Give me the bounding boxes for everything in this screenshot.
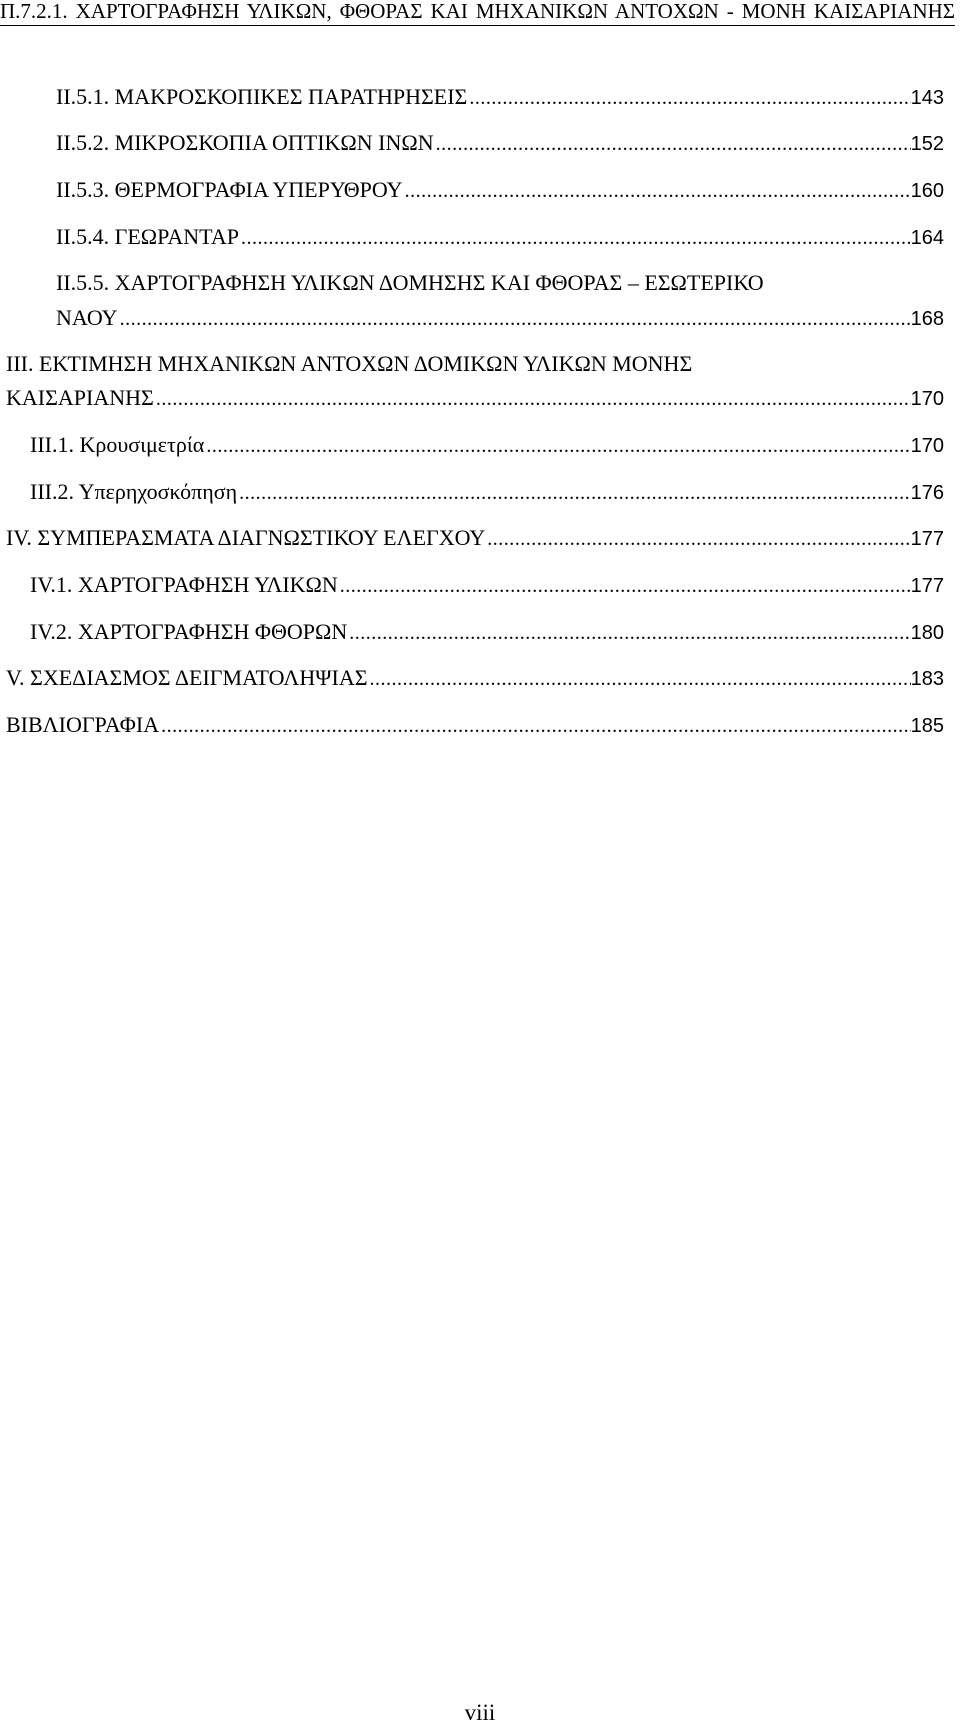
toc-entry[interactable] <box>30 617 944 647</box>
toc-entry-page: 170 <box>910 388 944 410</box>
toc-entry-page: 170 <box>910 435 944 457</box>
toc-entry-page: 183 <box>910 668 944 690</box>
toc-entry-page: 152 <box>910 133 944 155</box>
toc-entry[interactable] <box>56 303 944 333</box>
toc-entry-title: ΙΙ.5.2. ΜΙΚΡΟΣΚΟΠΙΑ ΟΠΤΙΚΩΝ ΙΝΩΝ <box>56 130 434 155</box>
toc-entry-title: ΝΑΟΥ <box>56 305 118 330</box>
toc-entry-page: 177 <box>910 575 944 597</box>
toc-leader-dots <box>467 83 910 113</box>
toc-entry-page: 177 <box>910 528 944 550</box>
toc-entry[interactable] <box>30 430 944 460</box>
toc-entry-title: ΙΙ.5.4. ΓΕΩΡΑΝΤΑΡ <box>56 224 239 249</box>
toc-entry-title: ΙΙ.5.3. ΘΕΡΜΟΓΡΑΦΙΑ ΥΠΕΡΥΘΡΟΥ <box>56 177 403 202</box>
toc-leader-dots <box>338 571 911 601</box>
toc-entry-title: ΒΙΒΛΙΟΓΡΑΦΙΑ <box>6 712 160 737</box>
toc-entry-page: 185 <box>910 715 944 737</box>
toc-entry[interactable] <box>6 663 944 693</box>
toc-entry[interactable] <box>30 477 944 507</box>
toc-entry-page: 168 <box>910 308 944 330</box>
running-header <box>0 0 955 26</box>
toc-entry-first-line[interactable]: ΙΙ.5.5. ΧΑΡΤΟΓΡΑΦΗΣΗ ΥΛΙΚΩΝ ΔΟΜΗΣΗΣ ΚΑΙ ΦΘΟΡΑΣ – ΕΣΩΤΕΡΙΚΟ <box>56 270 764 295</box>
toc-entry[interactable] <box>6 383 944 413</box>
toc-entry-title: V. ΣΧΕΔΙΑΣΜΟΣ ΔΕΙΓΜΑΤΟΛΗΨΙΑΣ <box>6 665 368 690</box>
toc-entry[interactable] <box>56 128 944 158</box>
toc-entry[interactable] <box>56 82 944 112</box>
toc-leader-dots <box>237 478 911 508</box>
toc-leader-dots <box>434 129 911 159</box>
toc-entry-page: 143 <box>910 87 944 109</box>
toc-entry-title: ΙΙ.5.1. ΜΑΚΡΟΣΚΟΠΙΚΕΣ ΠΑΡΑΤΗΡΗΣΕΙΣ <box>56 84 468 109</box>
toc-entry-title: IV.2. ΧΑΡΤΟΓΡΑΦΗΣΗ ΦΘΟΡΩΝ <box>30 619 348 644</box>
running-header-title: Π.7.2.1. ΧΑΡΤΟΓΡΑΦΗΣΗ ΥΛΙΚΩΝ, ΦΘΟΡΑΣ ΚΑΙ ΜΗΧΑΝΙΚΩΝ ΑΝΤΟΧΩΝ - ΜΟΝΗ ΚΑΙΣΑΡΙΑΝΗΣ <box>0 0 955 23</box>
toc-entry[interactable] <box>56 175 944 205</box>
toc-entry[interactable] <box>30 570 944 600</box>
toc-leader-dots <box>347 618 910 648</box>
toc-entry-page: 176 <box>910 482 944 504</box>
toc-leader-dots <box>118 304 911 334</box>
toc-entry-page: 160 <box>910 180 944 202</box>
toc-leader-dots <box>403 176 911 206</box>
toc-entry-title: IV. ΣΥΜΠΕΡΑΣΜΑΤΑ ΔΙΑΓΝΩΣΤΙΚΟΥ ΕΛΕΓΧΟΥ <box>6 525 486 550</box>
toc-entry-title: IV.1. ΧΑΡΤΟΓΡΑΦΗΣΗ ΥΛΙΚΩΝ <box>30 572 338 597</box>
toc-entry-first-line[interactable]: ΙΙΙ. ΕΚΤΙΜΗΣΗ ΜΗΧΑΝΙΚΩΝ ΑΝΤΟΧΩΝ ΔΟΜΙΚΩΝ ΥΛΙΚΩΝ ΜΟΝΗΣ <box>6 351 693 376</box>
toc-leader-dots <box>485 524 910 554</box>
toc-leader-dots <box>159 711 911 741</box>
toc-entry-title: ΚΑΙΣΑΡΙΑΝΗΣ <box>6 385 154 410</box>
toc-entry[interactable] <box>56 222 944 252</box>
toc-entry-title: ΙΙΙ.1. Κρουσιμετρία <box>30 432 205 457</box>
toc-leader-dots <box>239 223 911 253</box>
toc-entry-page: 180 <box>910 622 944 644</box>
toc-entry-page: 164 <box>910 227 944 249</box>
page-number: viii <box>464 1700 496 1725</box>
toc-leader-dots <box>204 431 910 461</box>
toc-entry[interactable] <box>6 523 944 553</box>
toc-entry-title: ΙΙΙ.2. Υπερηχοσκόπηση <box>30 479 238 504</box>
toc-leader-dots <box>368 664 911 694</box>
toc-leader-dots <box>154 384 911 414</box>
toc-entry[interactable] <box>6 710 944 740</box>
